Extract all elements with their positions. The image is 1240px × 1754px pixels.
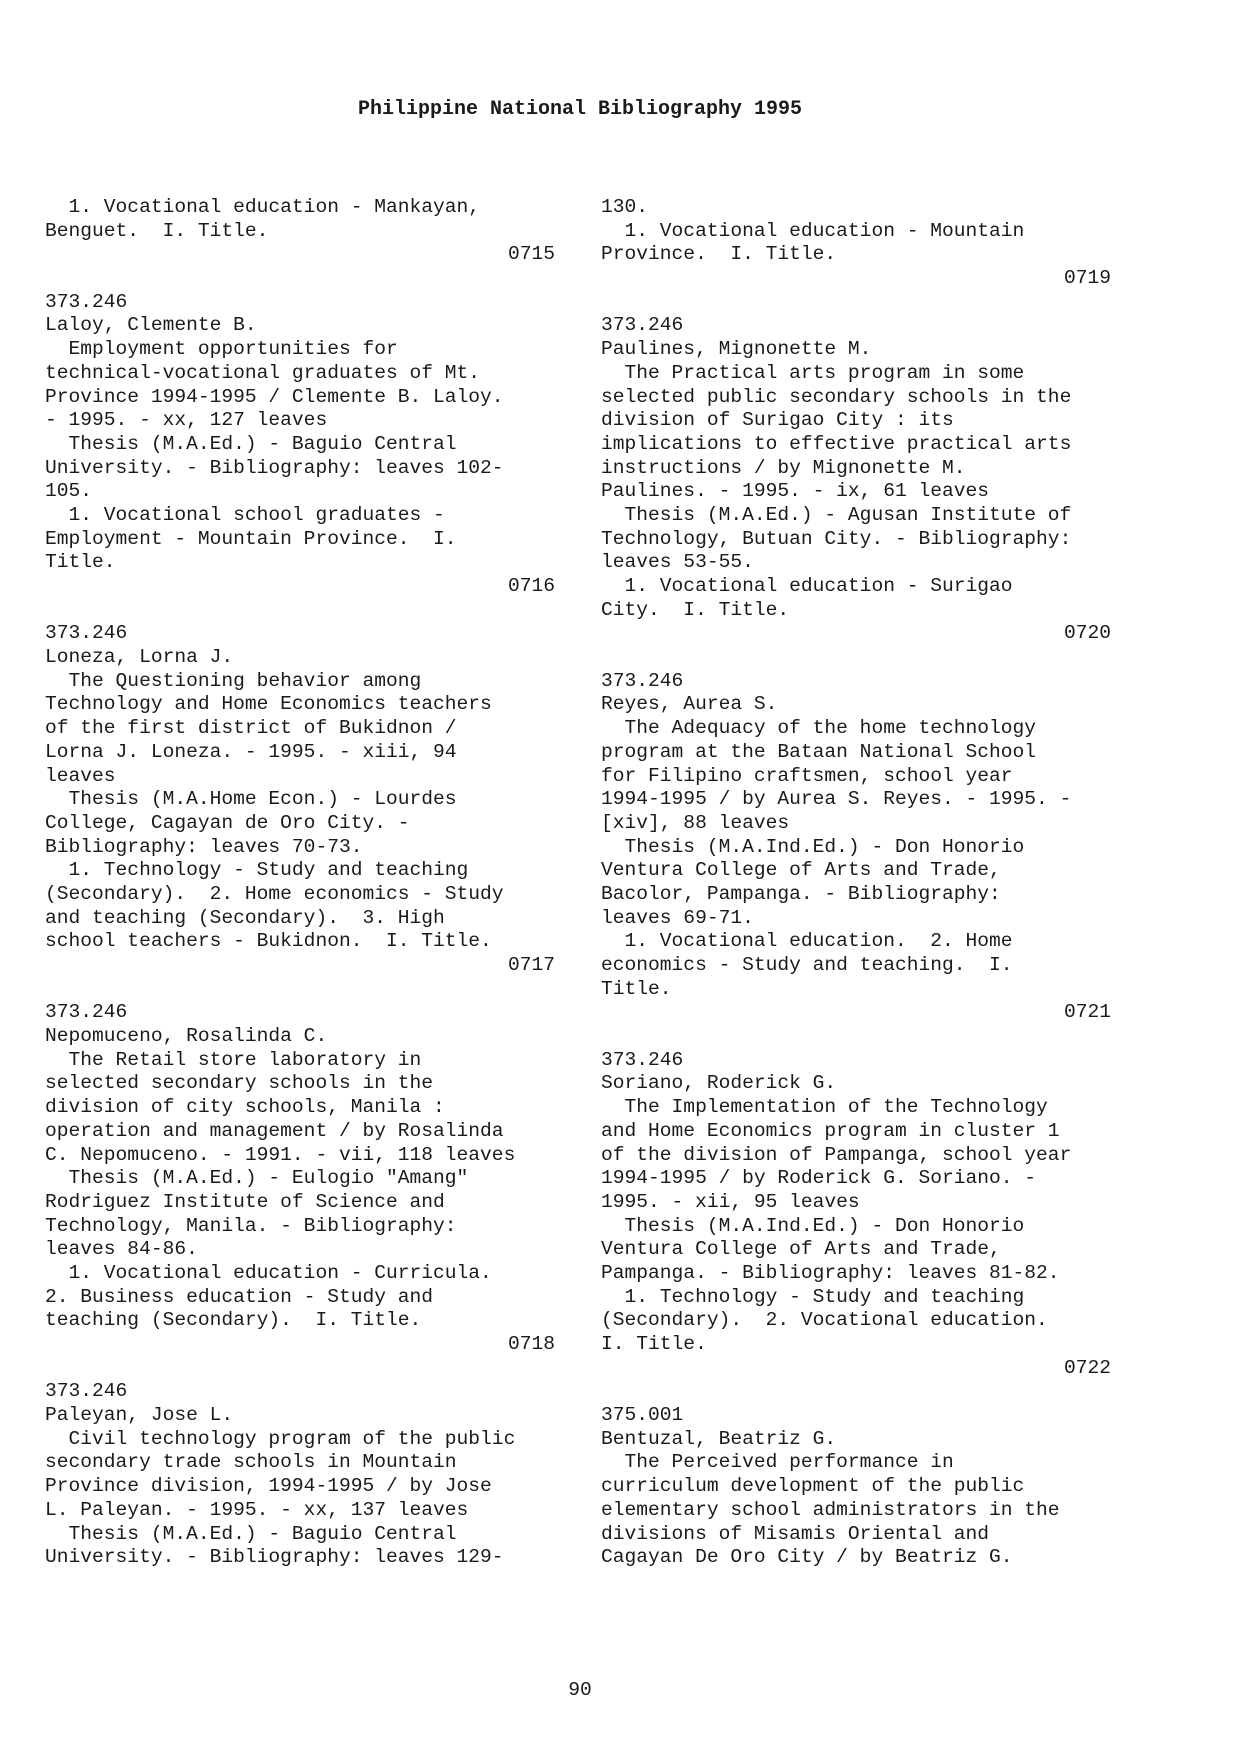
entry-spacer bbox=[601, 1025, 1111, 1049]
entry-line: 373.246 bbox=[45, 1380, 128, 1403]
entry-line: selected secondary schools in the bbox=[45, 1072, 434, 1095]
bibliography-entry bbox=[45, 291, 555, 599]
entry-number: 0717 bbox=[507, 954, 555, 976]
entry-spacer bbox=[601, 291, 1111, 315]
entry-number: 0716 bbox=[507, 575, 555, 597]
entry-line: The Implementation of the Technology bbox=[601, 1096, 1048, 1119]
entry-line: Title. bbox=[45, 551, 116, 574]
entry-line: economics - Study and teaching. I. bbox=[601, 954, 1013, 976]
entry-line: Thesis (M.A.Ed.) - Eulogio "Amang" bbox=[45, 1167, 469, 1190]
entry-spacer bbox=[45, 1357, 555, 1381]
entry-line: for Filipino craftsmen, school year bbox=[601, 764, 1013, 787]
entry-number: 0715 bbox=[507, 243, 555, 266]
bibliography-entry bbox=[601, 1404, 1111, 1570]
entry-line: school teachers - Bukidnon. I. Title. bbox=[45, 930, 492, 953]
entry-line: Employment - Mountain Province. I. bbox=[45, 527, 457, 550]
entry-line: Bacolor, Pampanga. - Bibliography: bbox=[601, 882, 1001, 905]
entry-line: Thesis (M.A.Ed.) - Baguio Central bbox=[45, 1522, 457, 1545]
entry-line: 1. Vocational education - Curricula. bbox=[45, 1261, 492, 1284]
entry-line: Paleyan, Jose L. bbox=[45, 1404, 234, 1427]
entry-number: 0721 bbox=[1063, 1001, 1111, 1024]
bibliography-entry bbox=[45, 622, 555, 977]
entry-line: Thesis (M.A.Ind.Ed.) - Don Honorio bbox=[601, 1214, 1025, 1237]
entry-line: leaves 69-71. bbox=[601, 906, 754, 929]
entry-line: University. - Bibliography: leaves 129- bbox=[45, 1546, 504, 1569]
page-title: Philippine National Bibliography 1995 bbox=[357, 98, 803, 121]
entry-line: curriculum development of the public bbox=[601, 1475, 1025, 1498]
entry-line: division of Surigao City : its bbox=[601, 409, 954, 432]
bibliography-entry bbox=[45, 1001, 555, 1356]
entry-line: Loneza, Lorna J. bbox=[45, 646, 234, 669]
entry-line: Lorna J. Loneza. - 1995. - xiii, 94 bbox=[45, 740, 457, 763]
page-number: 90 bbox=[568, 1679, 592, 1701]
entry-line: instructions / by Mignonette M. bbox=[601, 456, 966, 479]
entry-line: secondary trade schools in Mountain bbox=[45, 1451, 457, 1474]
entry-line: Bibliography: leaves 70-73. bbox=[45, 835, 363, 858]
entry-line: L. Paleyan. - 1995. - xx, 137 leaves bbox=[45, 1498, 469, 1521]
entry-line: Civil technology program of the public bbox=[45, 1427, 516, 1450]
entry-line: 130. bbox=[601, 196, 649, 218]
entry-line: division of city schools, Manila : bbox=[45, 1096, 445, 1119]
entry-line: City. I. Title. bbox=[601, 598, 790, 621]
entry-line: Pampanga. - Bibliography: leaves 81-82. bbox=[601, 1261, 1060, 1284]
entry-line: College, Cagayan de Oro City. - bbox=[45, 811, 410, 834]
entry-spacer bbox=[45, 599, 555, 623]
entry-line: [xiv], 88 leaves bbox=[601, 811, 790, 834]
right-column bbox=[601, 196, 1111, 1570]
entry-line: The Retail store laboratory in bbox=[45, 1048, 422, 1071]
entry-line: 1. Vocational education - Mountain bbox=[601, 219, 1025, 242]
entry-line: Cagayan De Oro City / by Beatriz G. bbox=[601, 1546, 1013, 1569]
entry-number: 0720 bbox=[1063, 622, 1111, 645]
entry-line: Thesis (M.A.Ed.) - Agusan Institute of bbox=[601, 503, 1072, 526]
entry-line: Nepomuceno, Rosalinda C. bbox=[45, 1025, 328, 1048]
entry-line: University. - Bibliography: leaves 102- bbox=[45, 456, 504, 479]
entry-line: C. Nepomuceno. - 1991. - vii, 118 leaves bbox=[45, 1143, 516, 1166]
entry-line: Province 1994-1995 / Clemente B. Laloy. bbox=[45, 385, 504, 408]
entry-line: Laloy, Clemente B. bbox=[45, 314, 257, 337]
entry-line: 373.246 bbox=[45, 1001, 128, 1024]
entry-line: implications to effective practical arts bbox=[601, 432, 1072, 455]
entry-line: Employment opportunities for bbox=[45, 338, 398, 361]
entry-line: Ventura College of Arts and Trade, bbox=[601, 859, 1001, 882]
entry-line: Technology, Manila. - Bibliography: bbox=[45, 1214, 457, 1237]
entry-line: Thesis (M.A.Ed.) - Baguio Central bbox=[45, 432, 457, 455]
entry-line: Reyes, Aurea S. bbox=[601, 693, 778, 716]
entry-line: Paulines, Mignonette M. bbox=[601, 338, 872, 361]
entry-line: The Questioning behavior among bbox=[45, 669, 422, 692]
entry-line: The Adequacy of the home technology bbox=[601, 717, 1037, 740]
entry-line: Rodriguez Institute of Science and bbox=[45, 1190, 445, 1213]
entry-line: 373.246 bbox=[45, 290, 128, 313]
bibliography-entry bbox=[601, 196, 1111, 291]
entry-line: Technology, Butuan City. - Bibliography: bbox=[601, 527, 1072, 550]
entry-spacer bbox=[45, 978, 555, 1002]
bibliography-entry bbox=[45, 1380, 555, 1570]
entry-line: 1994-1995 / by Roderick G. Soriano. - bbox=[601, 1167, 1037, 1190]
entry-line: operation and management / by Rosalinda bbox=[45, 1119, 504, 1142]
entry-line: leaves 84-86. bbox=[45, 1238, 198, 1261]
entry-line: leaves 53-55. bbox=[601, 551, 754, 574]
entry-line: elementary school administrators in the bbox=[601, 1498, 1060, 1521]
entry-line: of the division of Pampanga, school year bbox=[601, 1143, 1072, 1166]
entry-line: (Secondary). 2. Home economics - Study bbox=[45, 882, 504, 905]
entry-line: 375.001 bbox=[601, 1404, 684, 1427]
entry-line: The Perceived performance in bbox=[601, 1451, 954, 1474]
entry-line: 1994-1995 / by Aurea S. Reyes. - 1995. - bbox=[601, 788, 1072, 811]
entry-line: divisions of Misamis Oriental and bbox=[601, 1522, 990, 1545]
entry-line: Ventura College of Arts and Trade, bbox=[601, 1238, 1001, 1261]
bibliography-entry bbox=[601, 670, 1111, 1025]
entry-line: 1. Vocational school graduates - bbox=[45, 503, 445, 526]
entry-number: 0718 bbox=[507, 1333, 555, 1355]
entry-line: 373.246 bbox=[601, 314, 684, 337]
entry-line: leaves bbox=[45, 764, 116, 787]
entry-line: Thesis (M.A.Ind.Ed.) - Don Honorio bbox=[601, 835, 1025, 858]
entry-line: 1. Vocational education - Surigao bbox=[601, 575, 1013, 597]
entry-line: 105. bbox=[45, 480, 93, 503]
entry-line: Soriano, Roderick G. bbox=[601, 1072, 837, 1095]
bibliography-entry bbox=[45, 196, 555, 267]
entry-line: technical-vocational graduates of Mt. bbox=[45, 361, 481, 384]
entry-line: 2. Business education - Study and bbox=[45, 1285, 434, 1308]
entry-line: (Secondary). 2. Vocational education. bbox=[601, 1309, 1048, 1332]
entry-line: 1. Technology - Study and teaching bbox=[601, 1285, 1025, 1308]
entry-line: Province division, 1994-1995 / by Jose bbox=[45, 1475, 492, 1498]
entry-line: Paulines. - 1995. - ix, 61 leaves bbox=[601, 480, 990, 503]
entry-line: of the first district of Bukidnon / bbox=[45, 717, 457, 740]
entry-number: 0719 bbox=[1063, 267, 1111, 290]
entry-line: and Home Economics program in cluster 1 bbox=[601, 1119, 1060, 1142]
entry-spacer bbox=[45, 267, 555, 291]
bibliography-entry bbox=[601, 314, 1111, 646]
entry-line: Benguet. I. Title. bbox=[45, 219, 269, 242]
left-column bbox=[45, 196, 555, 1570]
entry-line: Title. bbox=[601, 977, 672, 1000]
entry-line: I. Title. bbox=[601, 1333, 707, 1355]
entry-line: Bentuzal, Beatriz G. bbox=[601, 1427, 837, 1450]
entry-number: 0722 bbox=[1063, 1356, 1111, 1379]
entry-line: Technology and Home Economics teachers bbox=[45, 693, 492, 716]
entry-line: and teaching (Secondary). 3. High bbox=[45, 906, 445, 929]
entry-line: 1. Technology - Study and teaching bbox=[45, 859, 469, 882]
entry-line: 373.246 bbox=[45, 622, 128, 645]
bibliography-entry bbox=[601, 1049, 1111, 1381]
entry-line: teaching (Secondary). I. Title. bbox=[45, 1309, 422, 1332]
entry-line: The Practical arts program in some bbox=[601, 361, 1025, 384]
entry-line: 373.246 bbox=[601, 1048, 684, 1071]
entry-line: 373.246 bbox=[601, 669, 684, 692]
entry-line: 1995. - xii, 95 leaves bbox=[601, 1190, 860, 1213]
entry-line: Province. I. Title. bbox=[601, 243, 837, 266]
entry-line: - 1995. - xx, 127 leaves bbox=[45, 409, 328, 432]
entry-line: 1. Vocational education - Mankayan, bbox=[45, 196, 481, 218]
entry-spacer bbox=[601, 1380, 1111, 1404]
entry-line: program at the Bataan National School bbox=[601, 740, 1037, 763]
entry-spacer bbox=[601, 646, 1111, 670]
entry-line: Thesis (M.A.Home Econ.) - Lourdes bbox=[45, 788, 457, 811]
entry-line: 1. Vocational education. 2. Home bbox=[601, 930, 1013, 953]
entry-line: selected public secondary schools in the bbox=[601, 385, 1072, 408]
